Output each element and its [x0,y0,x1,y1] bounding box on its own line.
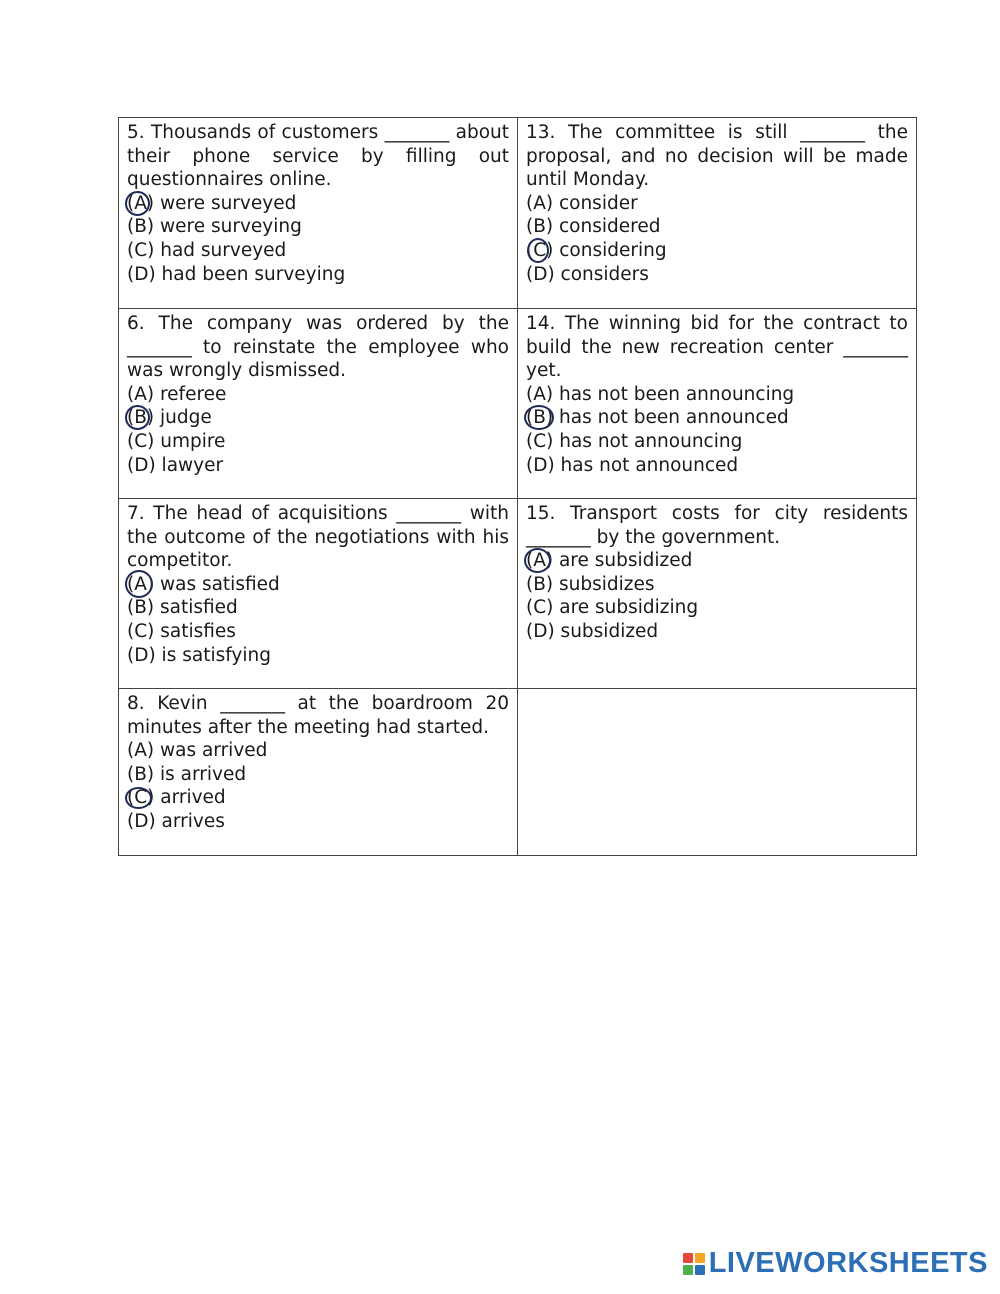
question-8-option-d[interactable]: (D) arrives [127,810,225,832]
question-15-text: 15. Transport costs for city residents _______ by the government. [526,503,908,548]
question-5-option-a[interactable]: (A) were surveyed [127,192,297,214]
question-15-option-a[interactable]: (A) are subsidized [526,550,693,572]
logo-squares-icon [683,1253,705,1275]
question-15-option-c[interactable]: (C) are subsidizing [526,597,699,619]
liveworksheets-logo [683,1247,988,1280]
question-7-option-c[interactable]: (C) satisfies [127,620,236,642]
question-table [118,117,917,856]
question-8-text: 8. Kevin _______ at the boardroom 20 minutes after the meeting had started. [127,693,509,738]
question-cell-13 [518,118,917,309]
question-13-option-b[interactable]: (B) considered [526,216,661,238]
question-7-text: 7. The head of acquisitions _______ with the outcome of the negotiations with his competitor. [127,503,509,572]
question-cell-8 [119,689,518,856]
question-cell-6 [119,309,518,499]
question-15-option-d[interactable]: (D) subsidized [526,620,659,642]
question-5-option-b[interactable]: (B) were surveying [127,216,302,238]
question-14-option-b[interactable]: (B) has not been announced [526,407,789,429]
question-14-option-c[interactable]: (C) has not announcing [526,430,743,452]
question-13-text: 13. The committee is still _______ the proposal, and no decision will be made until Monday. [526,122,908,191]
question-13-option-d[interactable]: (D) considers [526,263,649,285]
question-6-text: 6. The company was ordered by the _______ to reinstate the employee who was wrongly dismissed. [127,313,509,382]
question-14-option-d[interactable]: (D) has not announced [526,454,739,476]
question-6-option-d[interactable]: (D) lawyer [127,454,224,476]
question-cell-14 [518,309,917,499]
question-6-option-a[interactable]: (A) referee [127,383,227,405]
logo-square-red [683,1253,693,1263]
question-6-option-b[interactable]: (B) judge [127,407,212,429]
question-7-option-b[interactable]: (B) satisfied [127,597,238,619]
question-5-option-c[interactable]: (C) had surveyed [127,239,287,261]
question-8-option-b[interactable]: (B) is arrived [127,763,247,785]
question-13-option-a[interactable]: (A) consider [526,192,638,214]
question-cell-5 [119,118,518,309]
question-8-option-a[interactable]: (A) was arrived [127,740,268,762]
logo-square-green [683,1265,693,1275]
question-6-option-c[interactable]: (C) umpire [127,430,226,452]
question-cell-7 [119,499,518,689]
question-5-text: 5. Thousands of customers _______ about their phone service by filling out questionnaires online. [127,122,509,191]
question-7-option-d[interactable]: (D) is satisfying [127,644,271,666]
question-cell-15 [518,499,917,689]
question-8-option-c[interactable]: (C) arrived [127,787,226,809]
question-15-option-b[interactable]: (B) subsidizes [526,573,655,595]
question-7-option-a[interactable]: (A) was satisfied [127,573,509,597]
empty-cell [518,689,917,856]
question-14-option-a[interactable]: (A) has not been announcing [526,383,795,405]
question-14-text: 14. The winning bid for the contract to build the new recreation center _______ yet. [526,313,908,382]
question-5-option-d[interactable]: (D) had been surveying [127,263,346,285]
question-13-option-c[interactable]: (C) considering [526,239,667,261]
logo-square-orange [695,1253,705,1263]
logo-text: LIVEWORKSHEETS [708,1247,988,1279]
logo-square-blue [695,1265,705,1275]
